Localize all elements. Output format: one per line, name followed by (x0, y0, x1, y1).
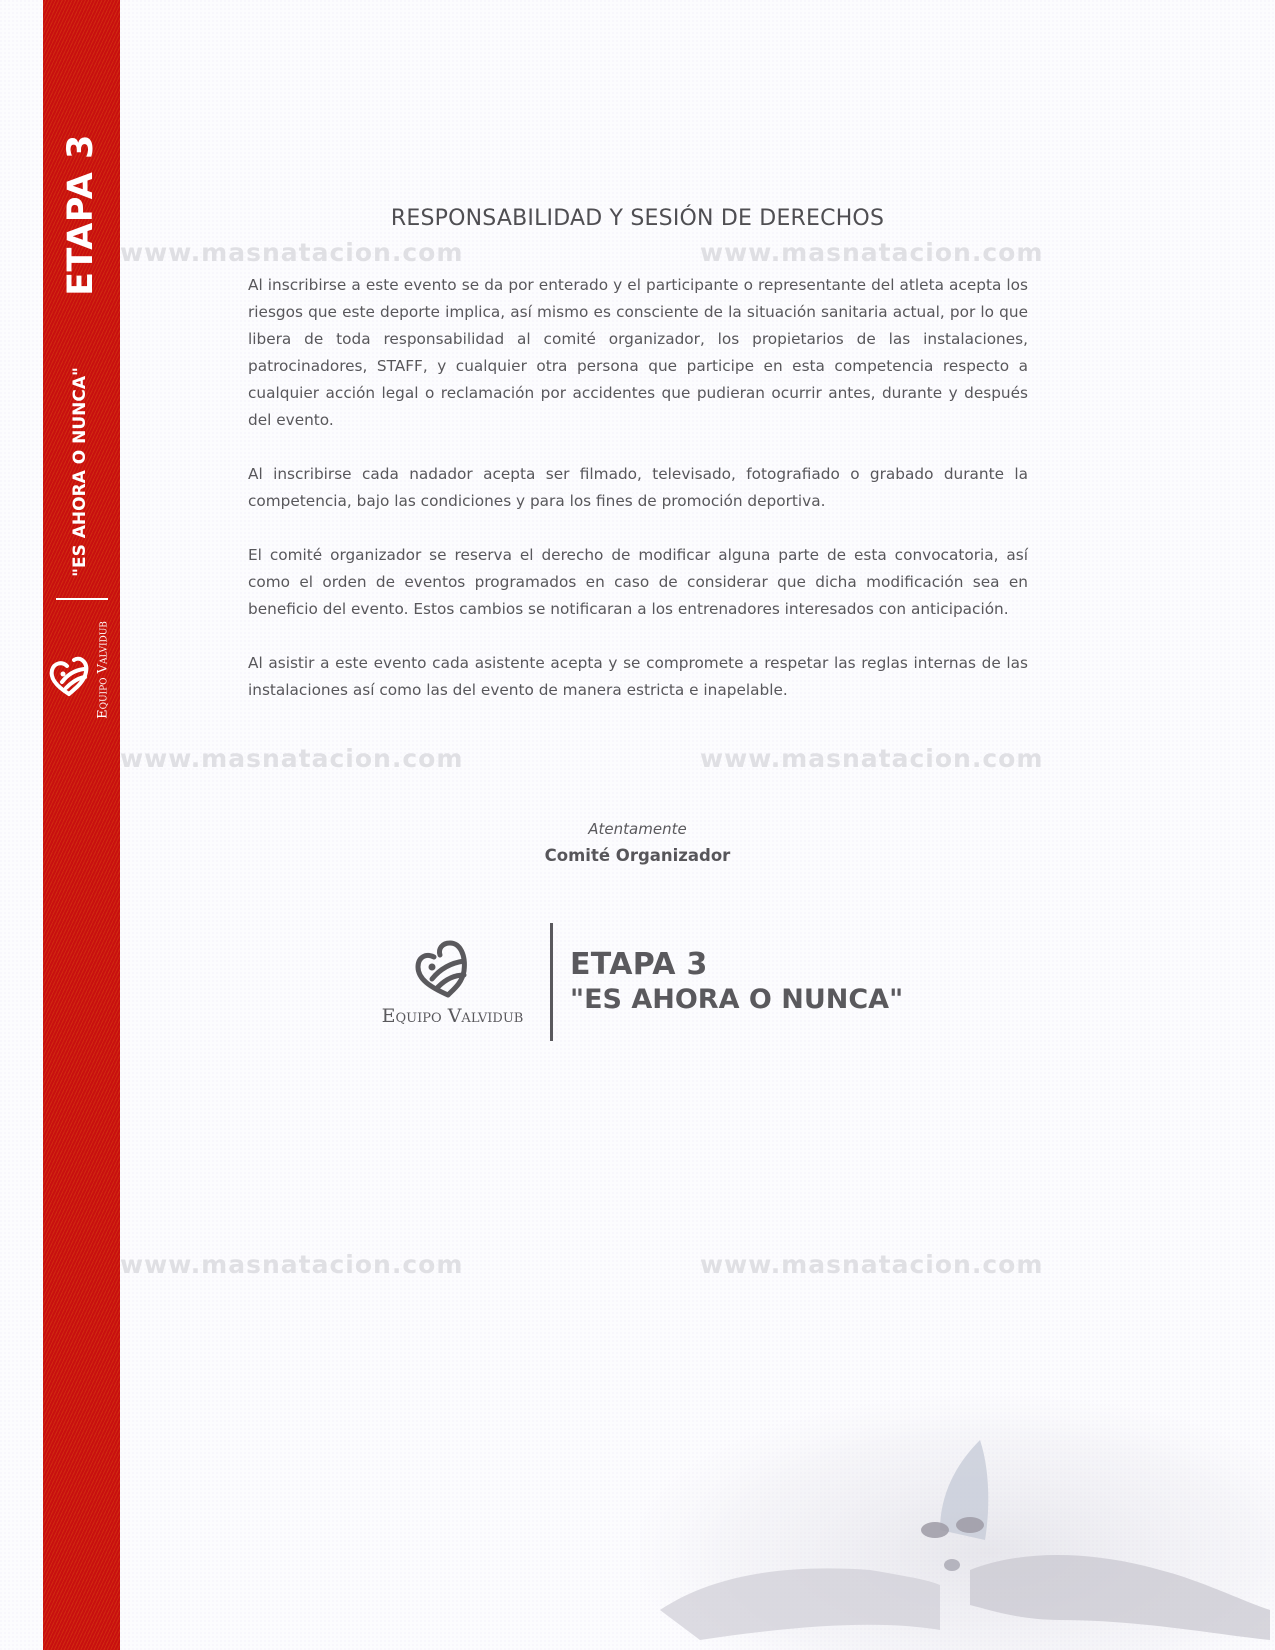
heart-swimmer-logo-icon (410, 935, 480, 999)
stage-slogan: "ES AHORA O NUNCA" (570, 984, 904, 1015)
paragraph-modifications: El comité organizador se reserva el derecho de modificar alguna parte de esta convocatoria, así como el orden de eventos programados en caso de considerar que dicha modificación sea en beneficio del evento. Estos cambios se notificaran a los entrenadores interesados con anticipación. (248, 546, 1028, 618)
closing-salutation: Atentamente (588, 820, 687, 838)
paragraph-attendance-rules: Al asistir a este evento cada asistente acepta y se compromete a respetar las reglas internas de las instalaciones así como las del evento de manera estricta e inapelable. (248, 654, 1028, 699)
side-banner-team-name: Equipo Valvidub (95, 621, 111, 719)
watermark: www.masnatacion.com (700, 238, 1044, 267)
paragraph-media-consent: Al inscribirse cada nadador acepta ser filmado, televisado, fotografiado o grabado durante la competencia, bajo las condiciones y para los fines de promoción deportiva. (248, 465, 1028, 510)
document-body (248, 272, 1028, 731)
team-name: Equipo Valvidub (381, 1005, 524, 1027)
watermark: www.masnatacion.com (120, 1250, 464, 1279)
side-banner-divider (56, 598, 108, 600)
watermark: www.masnatacion.com (120, 744, 464, 773)
side-banner-slogan: "ES AHORA O NUNCA" (70, 367, 90, 577)
heart-swimmer-logo-icon (46, 652, 92, 698)
signature: Comité Organizador (544, 846, 731, 865)
watermark: www.masnatacion.com (120, 238, 464, 267)
side-banner-stage: ETAPA 3 (61, 134, 101, 296)
swimmer-background-image (640, 1370, 1275, 1650)
paragraph-liability: Al inscribirse a este evento se da por enterado y el participante o representante del atleta acepta los riesgos que este deporte implica, así mismo es consciente de la situación sanitaria actual, por lo que libera de toda responsabilidad al comité organizador, los propietarios de las instalaciones, patrocinadores, STAFF, y cualquier otra persona que participe en esta competencia respecto a cualquier acción legal o reclamación por accidentes que pudieran ocurrir antes, durante y después del evento. (248, 276, 1028, 429)
watermark: www.masnatacion.com (700, 744, 1044, 773)
page-title: RESPONSABILIDAD Y SESIÓN DE DERECHOS (390, 206, 885, 231)
stage-label: ETAPA 3 (570, 947, 708, 982)
logo-divider (550, 923, 553, 1041)
watermark: www.masnatacion.com (700, 1250, 1044, 1279)
